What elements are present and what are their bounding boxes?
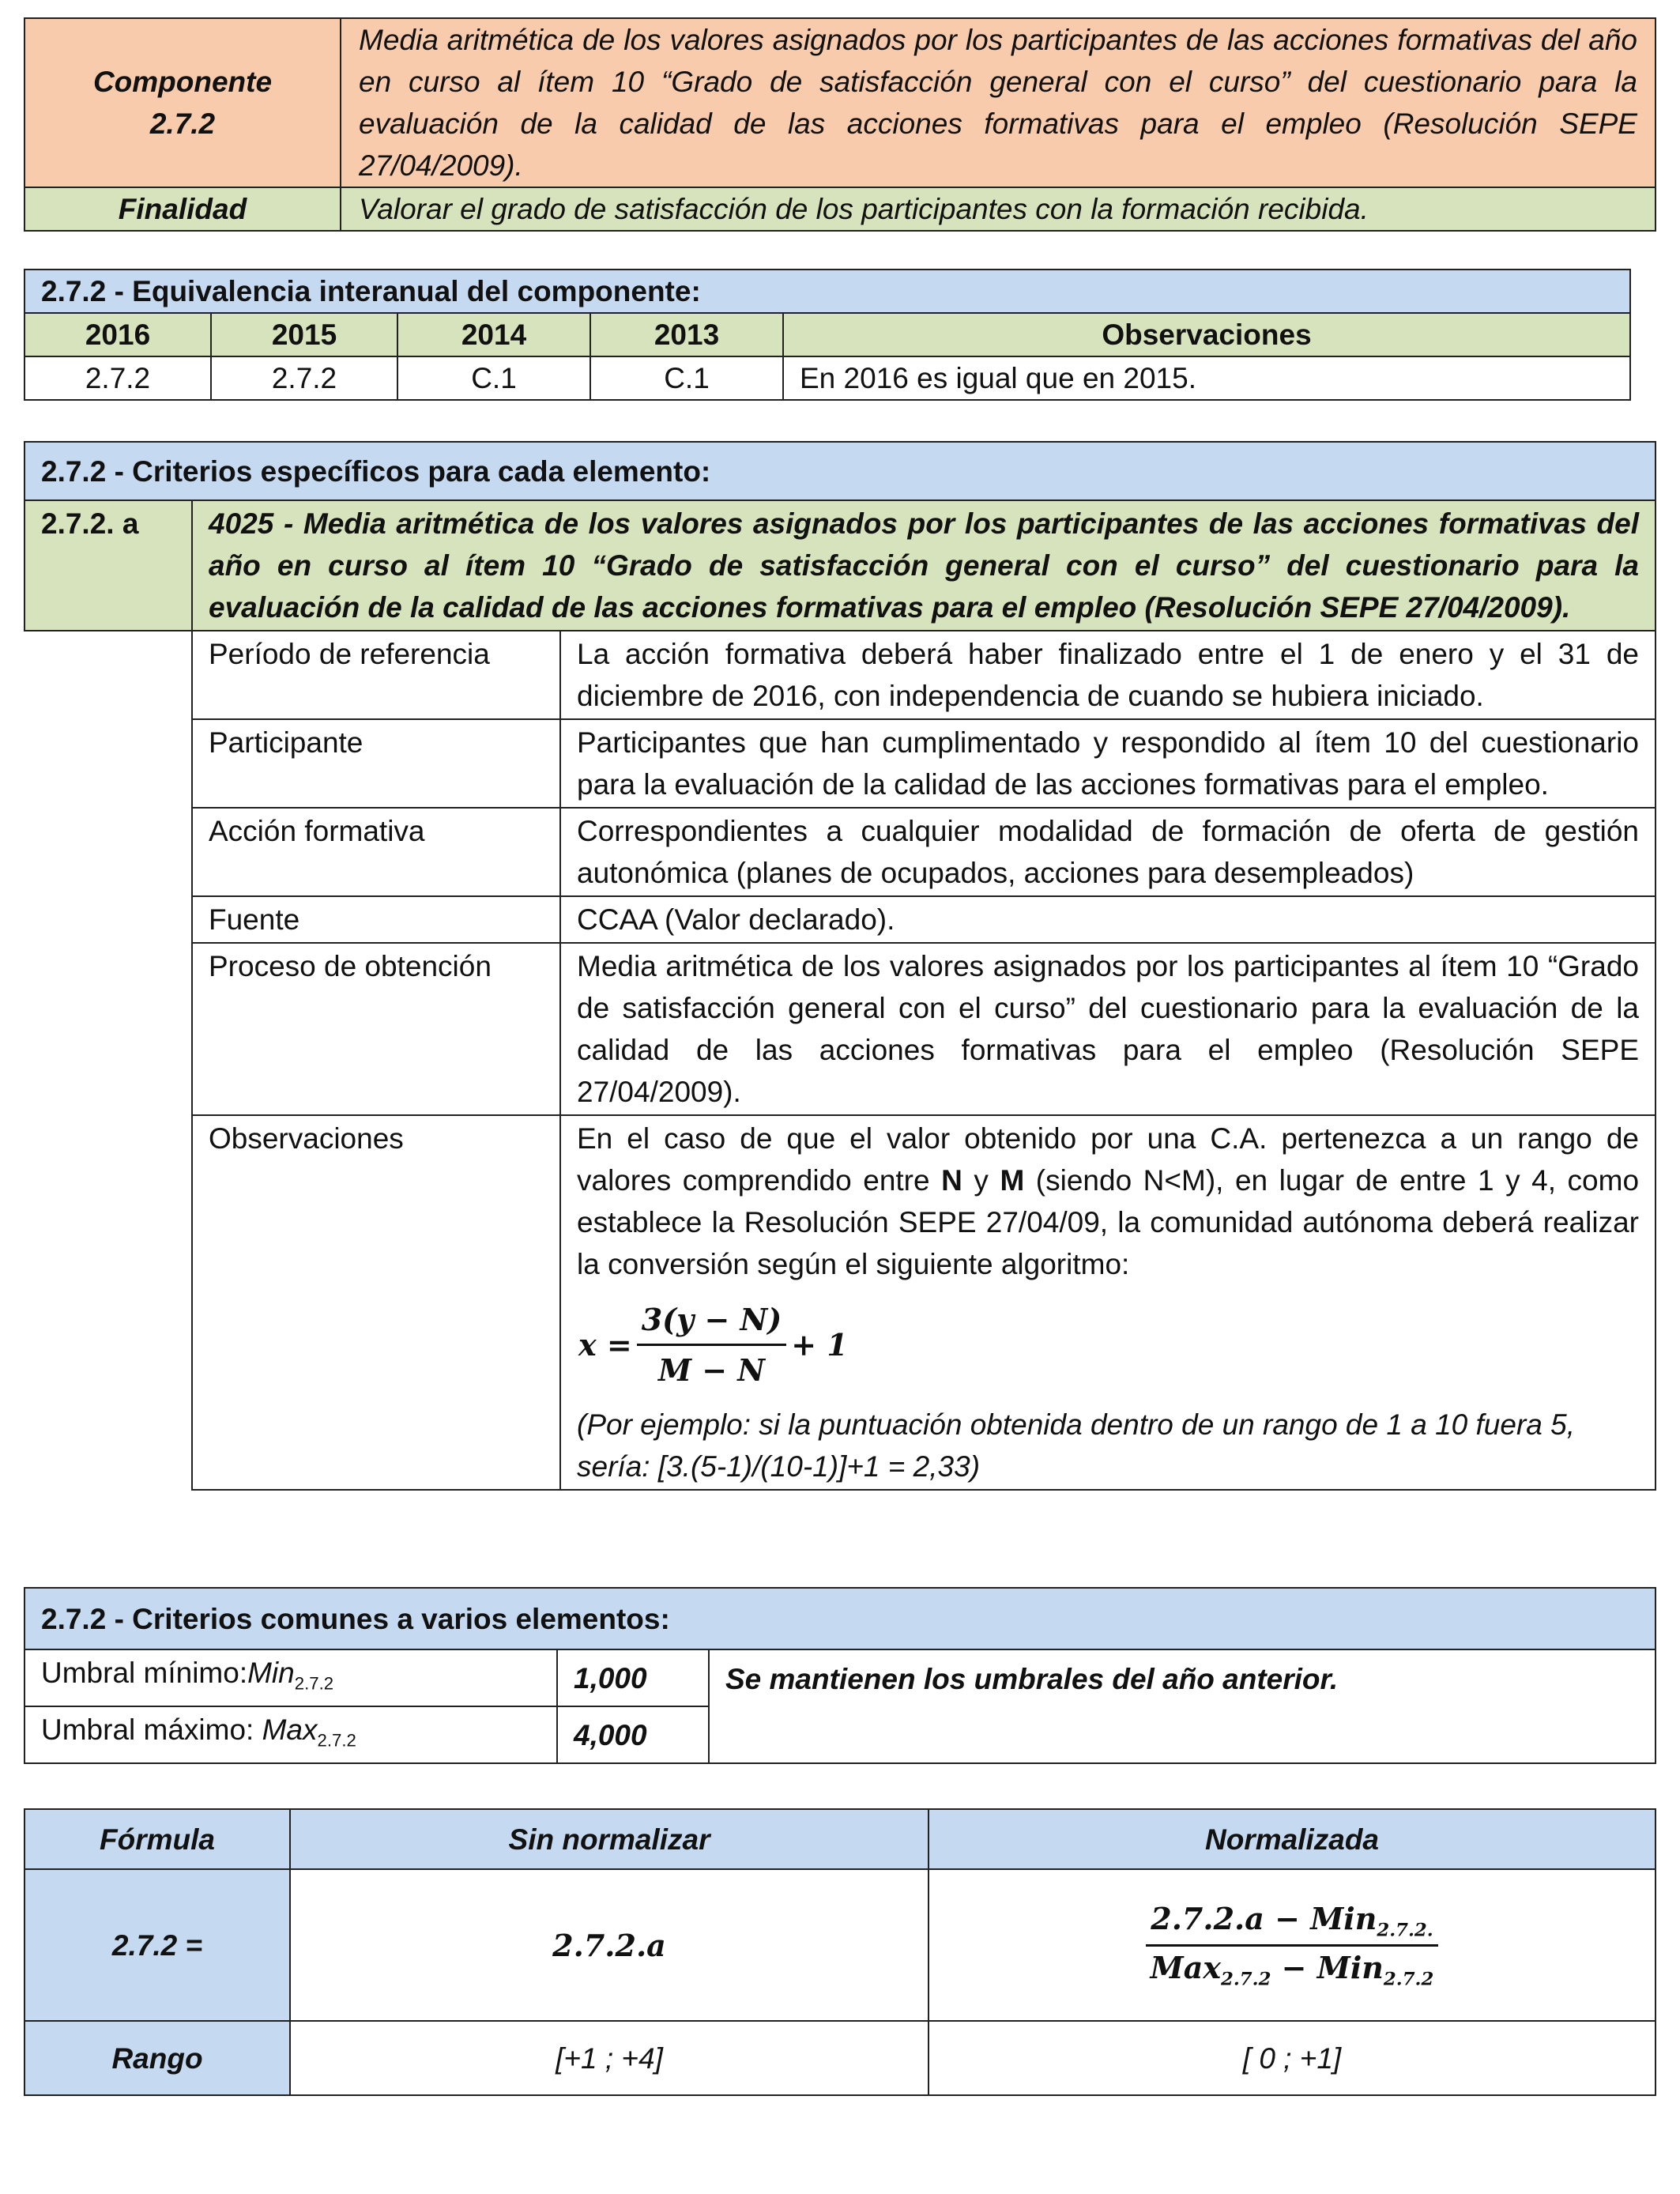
- criterio-label: Observaciones: [192, 1115, 560, 1490]
- sin-normalizar-value: 2.7.2.a: [552, 1927, 666, 1963]
- equiv-cell: 2.7.2: [24, 356, 211, 400]
- equiv-header-2016: 2016: [24, 313, 211, 356]
- normalized-denominator-max: Max: [1150, 1949, 1221, 1985]
- normalized-denominator-max-sub: 2.7.2: [1220, 1969, 1271, 1990]
- umbrales-note: Se mantienen los umbrales del año anterior.: [709, 1649, 1656, 1763]
- umbral-minimo-value: 1,000: [557, 1649, 709, 1706]
- umbral-maximo-label: [24, 1706, 557, 1763]
- equiv-cell: C.1: [397, 356, 590, 400]
- formula-numerator: 3(y − N): [637, 1299, 787, 1346]
- comunes-title: 2.7.2 - Criterios comunes a varios elementos:: [24, 1588, 1656, 1649]
- normalized-numerator-text: 2.7.2.a − Min: [1151, 1900, 1377, 1936]
- criterio-label: Fuente: [192, 896, 560, 943]
- criterio-text: Correspondientes a cualquier modalidad de formación de oferta de gestión autonómica (planes de ocupados, acciones para desempleados): [560, 808, 1656, 896]
- max-sub: 2.7.2: [317, 1730, 356, 1751]
- sin-normalizar-header: Sin normalizar: [290, 1809, 929, 1869]
- umbral-maximo-text: Umbral máximo:: [41, 1713, 262, 1746]
- normalized-numerator-sub: 2.7.2.: [1377, 1920, 1433, 1941]
- rango-sin-normalizar: [+1 ; +4]: [290, 2021, 929, 2095]
- criterios-block: [24, 441, 1656, 1491]
- var-n: N: [941, 1164, 962, 1197]
- umbral-minimo-label: [24, 1649, 557, 1706]
- var-m: M: [1000, 1164, 1025, 1197]
- equiv-header-2015: 2015: [211, 313, 397, 356]
- component-description: Media aritmética de los valores asignados por los participantes de las acciones formativas del año en curso al ítem 10 “Grado de satisfacción general con el curso” del cuestionario para la evaluación de la calidad de las acciones formativas para el empleo (Resolución SEPE 27/04/2009).: [341, 18, 1656, 187]
- observaciones-text-part1: En el caso de que el valor obtenido por una C.A. pertenezca a un rango de valores comprendido entre: [577, 1122, 1639, 1197]
- normalized-denominator: [1146, 1947, 1439, 1990]
- criterio-label: Período de referencia: [192, 631, 560, 719]
- table-row: [24, 1115, 1656, 1490]
- component-block: [24, 17, 1656, 232]
- formula-fraction: [637, 1299, 787, 1391]
- equiv-cell: 2.7.2: [211, 356, 397, 400]
- component-label-line2: 2.7.2: [149, 107, 216, 140]
- max-var: Max: [262, 1713, 318, 1746]
- criterio-label: Proceso de obtención: [192, 943, 560, 1115]
- criterio-label: Acción formativa: [192, 808, 560, 896]
- sin-normalizar-formula: [290, 1869, 929, 2021]
- normalized-fraction: [1146, 1901, 1439, 1989]
- formula-row-label: 2.7.2 =: [24, 1869, 290, 2021]
- observaciones-text: [577, 1118, 1639, 1285]
- formula-denominator: M − N: [657, 1351, 766, 1388]
- finalidad-text: Valorar el grado de satisfacción de los participantes con la formación recibida.: [341, 187, 1656, 231]
- observaciones-example: (Por ejemplo: si la puntuación obtenida dentro de un rango de 1 a 10 fuera 5, sería: [3.(5-1)/(10-1)]+1 = 2,33): [577, 1408, 1575, 1483]
- table-row: [24, 896, 1656, 943]
- finalidad-label: Finalidad: [24, 187, 341, 231]
- table-row: [24, 719, 1656, 808]
- criterio-text: Participantes que han cumplimentado y respondido al ítem 10 del cuestionario para la evaluación de la calidad de las acciones formativas para el empleo.: [560, 719, 1656, 808]
- min-var: Min: [247, 1656, 295, 1689]
- observaciones-text-part2: (siendo N<M), en lugar de entre 1 y 4, como establece la Resolución SEPE 27/04/09, la comunidad autónoma deberá realizar la conversión según el siguiente algoritmo:: [577, 1164, 1640, 1280]
- conversion-formula: [577, 1285, 1639, 1404]
- component-label-line1: Componente: [92, 66, 273, 98]
- rango-label: Rango: [24, 2021, 290, 2095]
- equivalencia-title: 2.7.2 - Equivalencia interanual del componente:: [24, 270, 1630, 313]
- umbral-maximo-value: 4,000: [557, 1706, 709, 1763]
- normalizada-header: Normalizada: [929, 1809, 1656, 1869]
- component-label: [24, 18, 341, 187]
- criterio-label: Participante: [192, 719, 560, 808]
- equiv-cell: C.1: [590, 356, 783, 400]
- equiv-header-2013: 2013: [590, 313, 783, 356]
- equivalencia-block: [24, 269, 1631, 401]
- criterio-text: La acción formativa deberá haber finalizado entre el 1 de enero y el 31 de diciembre de 2016, con independencia de cuando se hubiera iniciado.: [560, 631, 1656, 719]
- umbral-minimo-text: Umbral mínimo:: [41, 1656, 248, 1689]
- normalized-numerator: [1146, 1901, 1437, 1947]
- formula-block: [24, 1808, 1656, 2096]
- table-row: [24, 631, 1656, 719]
- equiv-header-2014: 2014: [397, 313, 590, 356]
- table-row: [24, 356, 1630, 400]
- table-row: [24, 808, 1656, 896]
- rango-normalizada: [ 0 ; +1]: [929, 2021, 1656, 2095]
- criterios-title: 2.7.2 - Criterios específicos para cada elemento:: [24, 442, 1656, 500]
- equiv-header-observaciones: Observaciones: [783, 313, 1630, 356]
- normalized-denominator-min-sub: 2.7.2: [1383, 1969, 1434, 1990]
- table-row: [24, 943, 1656, 1115]
- element-title: 4025 - Media aritmética de los valores asignados por los participantes de las acciones formativas del año en curso al ítem 10 “Grado de satisfacción general con el curso” del cuestionario para la evaluación de la calidad de las acciones formativas para el empleo (Resolución SEPE 27/04/2009).: [192, 500, 1656, 631]
- formula-header: Fórmula: [24, 1809, 290, 1869]
- element-id: 2.7.2. a: [24, 500, 192, 631]
- comunes-block: [24, 1587, 1656, 1764]
- observaciones-cell: [560, 1115, 1656, 1490]
- normalizada-formula: [929, 1869, 1656, 2021]
- min-sub: 2.7.2: [294, 1673, 334, 1694]
- criterio-text: CCAA (Valor declarado).: [560, 896, 1656, 943]
- formula-tail: + 1: [791, 1326, 848, 1363]
- criterio-text: Media aritmética de los valores asignados por los participantes al ítem 10 “Grado de satisfacción general con el curso” del cuestionario para la evaluación de la calidad de las acciones formativas para el empleo (Resolución SEPE 27/04/2009).: [560, 943, 1656, 1115]
- equiv-cell: En 2016 es igual que en 2015.: [783, 356, 1630, 400]
- formula-lhs: x =: [578, 1326, 632, 1363]
- observaciones-y: y: [962, 1164, 1000, 1197]
- normalized-denominator-min: − Min: [1271, 1949, 1384, 1985]
